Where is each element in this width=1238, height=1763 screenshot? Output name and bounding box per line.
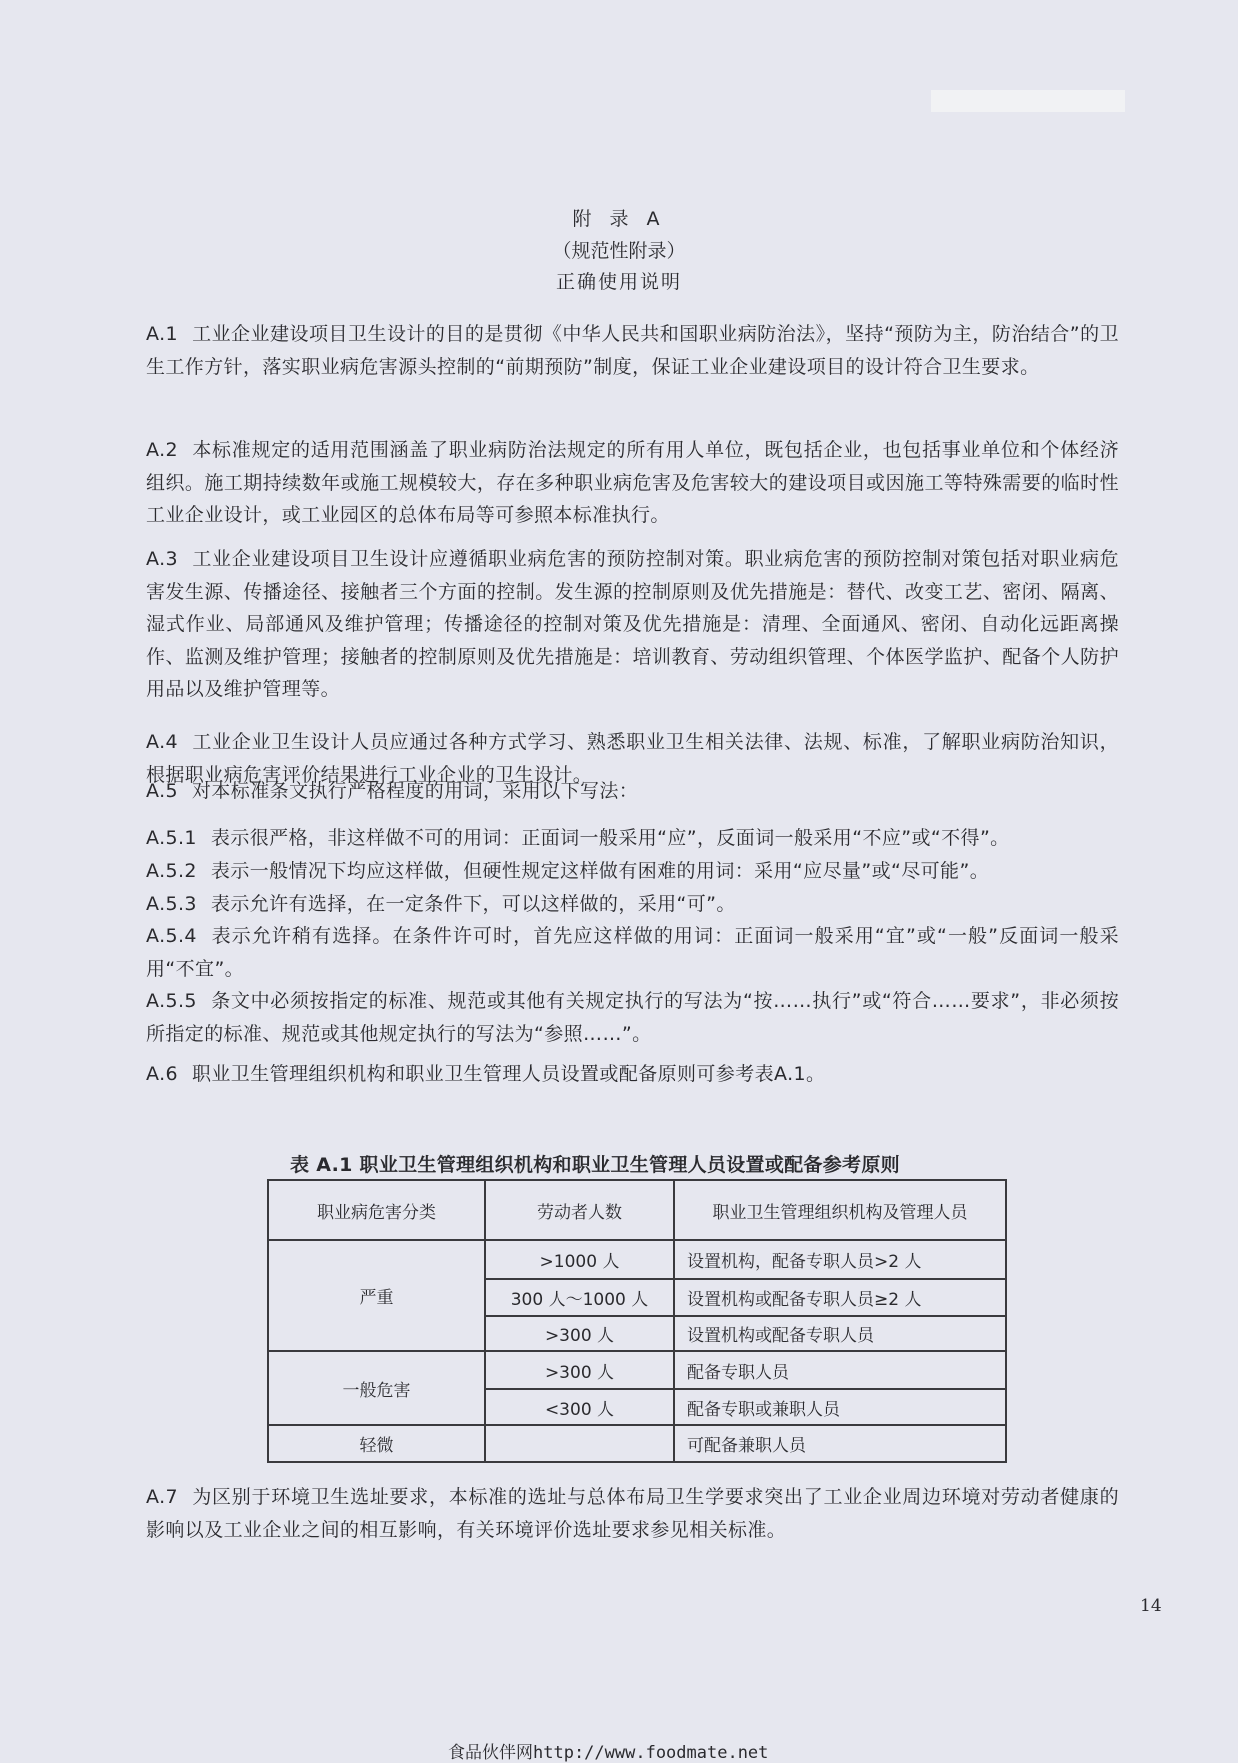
count-cell: >300 人 <box>485 1316 674 1351</box>
org-cell: 设置机构或配备专职人员 <box>674 1316 1006 1351</box>
paragraph-a5-2: A.5.2 表示一般情况下均应这样做，但硬性规定这样做有困难的用词：采用“应尽量”或“尽可能”。 <box>146 860 990 882</box>
paragraph-a2: A.2 本标准规定的适用范围涵盖了职业病防治法规定的所有用人单位，既包括企业，也包括事业单位和个体经济组织。施工期持续数年或施工规模较大，存在多种职业病危害及危害较大的建设项目或因施工等特殊需要的临时性工业企业设计，或工业园区的总体布局等可参照本标准执行。 <box>146 439 1119 527</box>
group-cell: 轻微 <box>268 1425 485 1462</box>
paragraph-a5-1: A.5.1 表示很严格，非这样做不可的用词：正面词一般采用“应”，反面词一般采用“不应”或“不得”。 <box>146 827 1010 849</box>
appendix-subtitle: （规范性附录） <box>552 240 686 262</box>
group-cell: 严重 <box>268 1240 485 1351</box>
paragraph-a7: A.7 为区别于环境卫生选址要求，本标准的选址与总体布局卫生学要求突出了工业企业周边环境对劳动者健康的影响以及工业企业之间的相互影响，有关环境评价选址要求参见相关标准。 <box>146 1486 1119 1541</box>
paragraph-a5: A.5 对本标准条文执行严格程度的用词，采用以下写法： <box>146 780 639 802</box>
paragraph-a6: A.6 职业卫生管理组织机构和职业卫生管理人员设置或配备原则可参考表A.1。 <box>146 1063 826 1085</box>
org-cell: 设置机构或配备专职人员≥2 人 <box>674 1279 1006 1316</box>
footer-url[interactable]: http://www.foodmate.net <box>533 1743 769 1763</box>
appendix-title: 附 录 A <box>572 208 666 230</box>
table-header-row <box>268 1180 1006 1240</box>
count-cell: <300 人 <box>485 1389 674 1425</box>
table-row <box>268 1425 1006 1462</box>
staffing-table <box>267 1179 1007 1463</box>
org-cell: 配备专职人员 <box>674 1351 1006 1389</box>
appendix-heading: 正确使用说明 <box>555 271 682 293</box>
page-number: 14 <box>1140 1596 1162 1616</box>
paragraph-a5-4: A.5.4 表示允许稍有选择。在条件许可时，首先应这样做的用词：正面词一般采用“宜”或“一般”反面词一般采用“不宜”。 <box>146 925 1119 980</box>
paragraph-a1: A.1 工业企业建设项目卫生设计的目的是贯彻《中华人民共和国职业病防治法》，坚持“预防为主，防治结合”的卫生工作方针，落实职业病危害源头控制的“前期预防”制度，保证工业企业建设项目的设计符合卫生要求。 <box>146 323 1119 378</box>
paragraph-a5-3: A.5.3 表示允许有选择，在一定条件下，可以这样做的，采用“可”。 <box>146 893 736 915</box>
count-cell: 300 人～1000 人 <box>485 1279 674 1316</box>
table-row <box>268 1351 1006 1389</box>
org-cell: 配备专职或兼职人员 <box>674 1389 1006 1425</box>
paragraph-a5-5: A.5.5 条文中必须按指定的标准、规范或其他有关规定执行的写法为“按……执行”或“符合……要求”，非必须按所指定的标准、规范或其他规定执行的写法为“参照……”。 <box>146 990 1119 1045</box>
table-row <box>268 1240 1006 1279</box>
count-cell: >1000 人 <box>485 1240 674 1279</box>
org-cell: 可配备兼职人员 <box>674 1425 1006 1462</box>
footer-site: 食品伙伴网 <box>448 1743 533 1763</box>
header-cell: 劳动者人数 <box>485 1180 674 1240</box>
table-caption: 表 A.1 职业卫生管理组织机构和职业卫生管理人员设置或配备参考原则 <box>290 1154 900 1176</box>
header-cell: 职业卫生管理组织机构及管理人员 <box>674 1180 1006 1240</box>
paragraph-a3: A.3 工业企业建设项目卫生设计应遵循职业病危害的预防控制对策。职业病危害的预防控制对策包括对职业病危害发生源、传播途径、接触者三个方面的控制。发生源的控制原则及优先措施是：替代、改变工艺、密闭、隔离、湿式作业、局部通风及维护管理；传播途径的控制对策及优先措施是：清理、全面通风、密闭、自动化远距离操作、监测及维护管理；接触者的控制原则及优先措施是：培训教育、劳动组织管理、个体医学监护、配备个人防护用品以及维护管理等。 <box>146 548 1119 701</box>
group-cell: 一般危害 <box>268 1351 485 1425</box>
header-cell: 职业病危害分类 <box>268 1180 485 1240</box>
paragraph-a4: A.4 工业企业卫生设计人员应通过各种方式学习、熟悉职业卫生相关法律、法规、标准，了解职业病防治知识，根据职业病危害评价结果进行工业企业的卫生设计。 <box>146 731 1119 786</box>
count-cell: >300 人 <box>485 1351 674 1389</box>
highlight-mark <box>931 90 1125 112</box>
footer <box>448 1738 768 1763</box>
count-cell <box>485 1425 674 1462</box>
org-cell: 设置机构，配备专职人员>2 人 <box>674 1240 1006 1279</box>
